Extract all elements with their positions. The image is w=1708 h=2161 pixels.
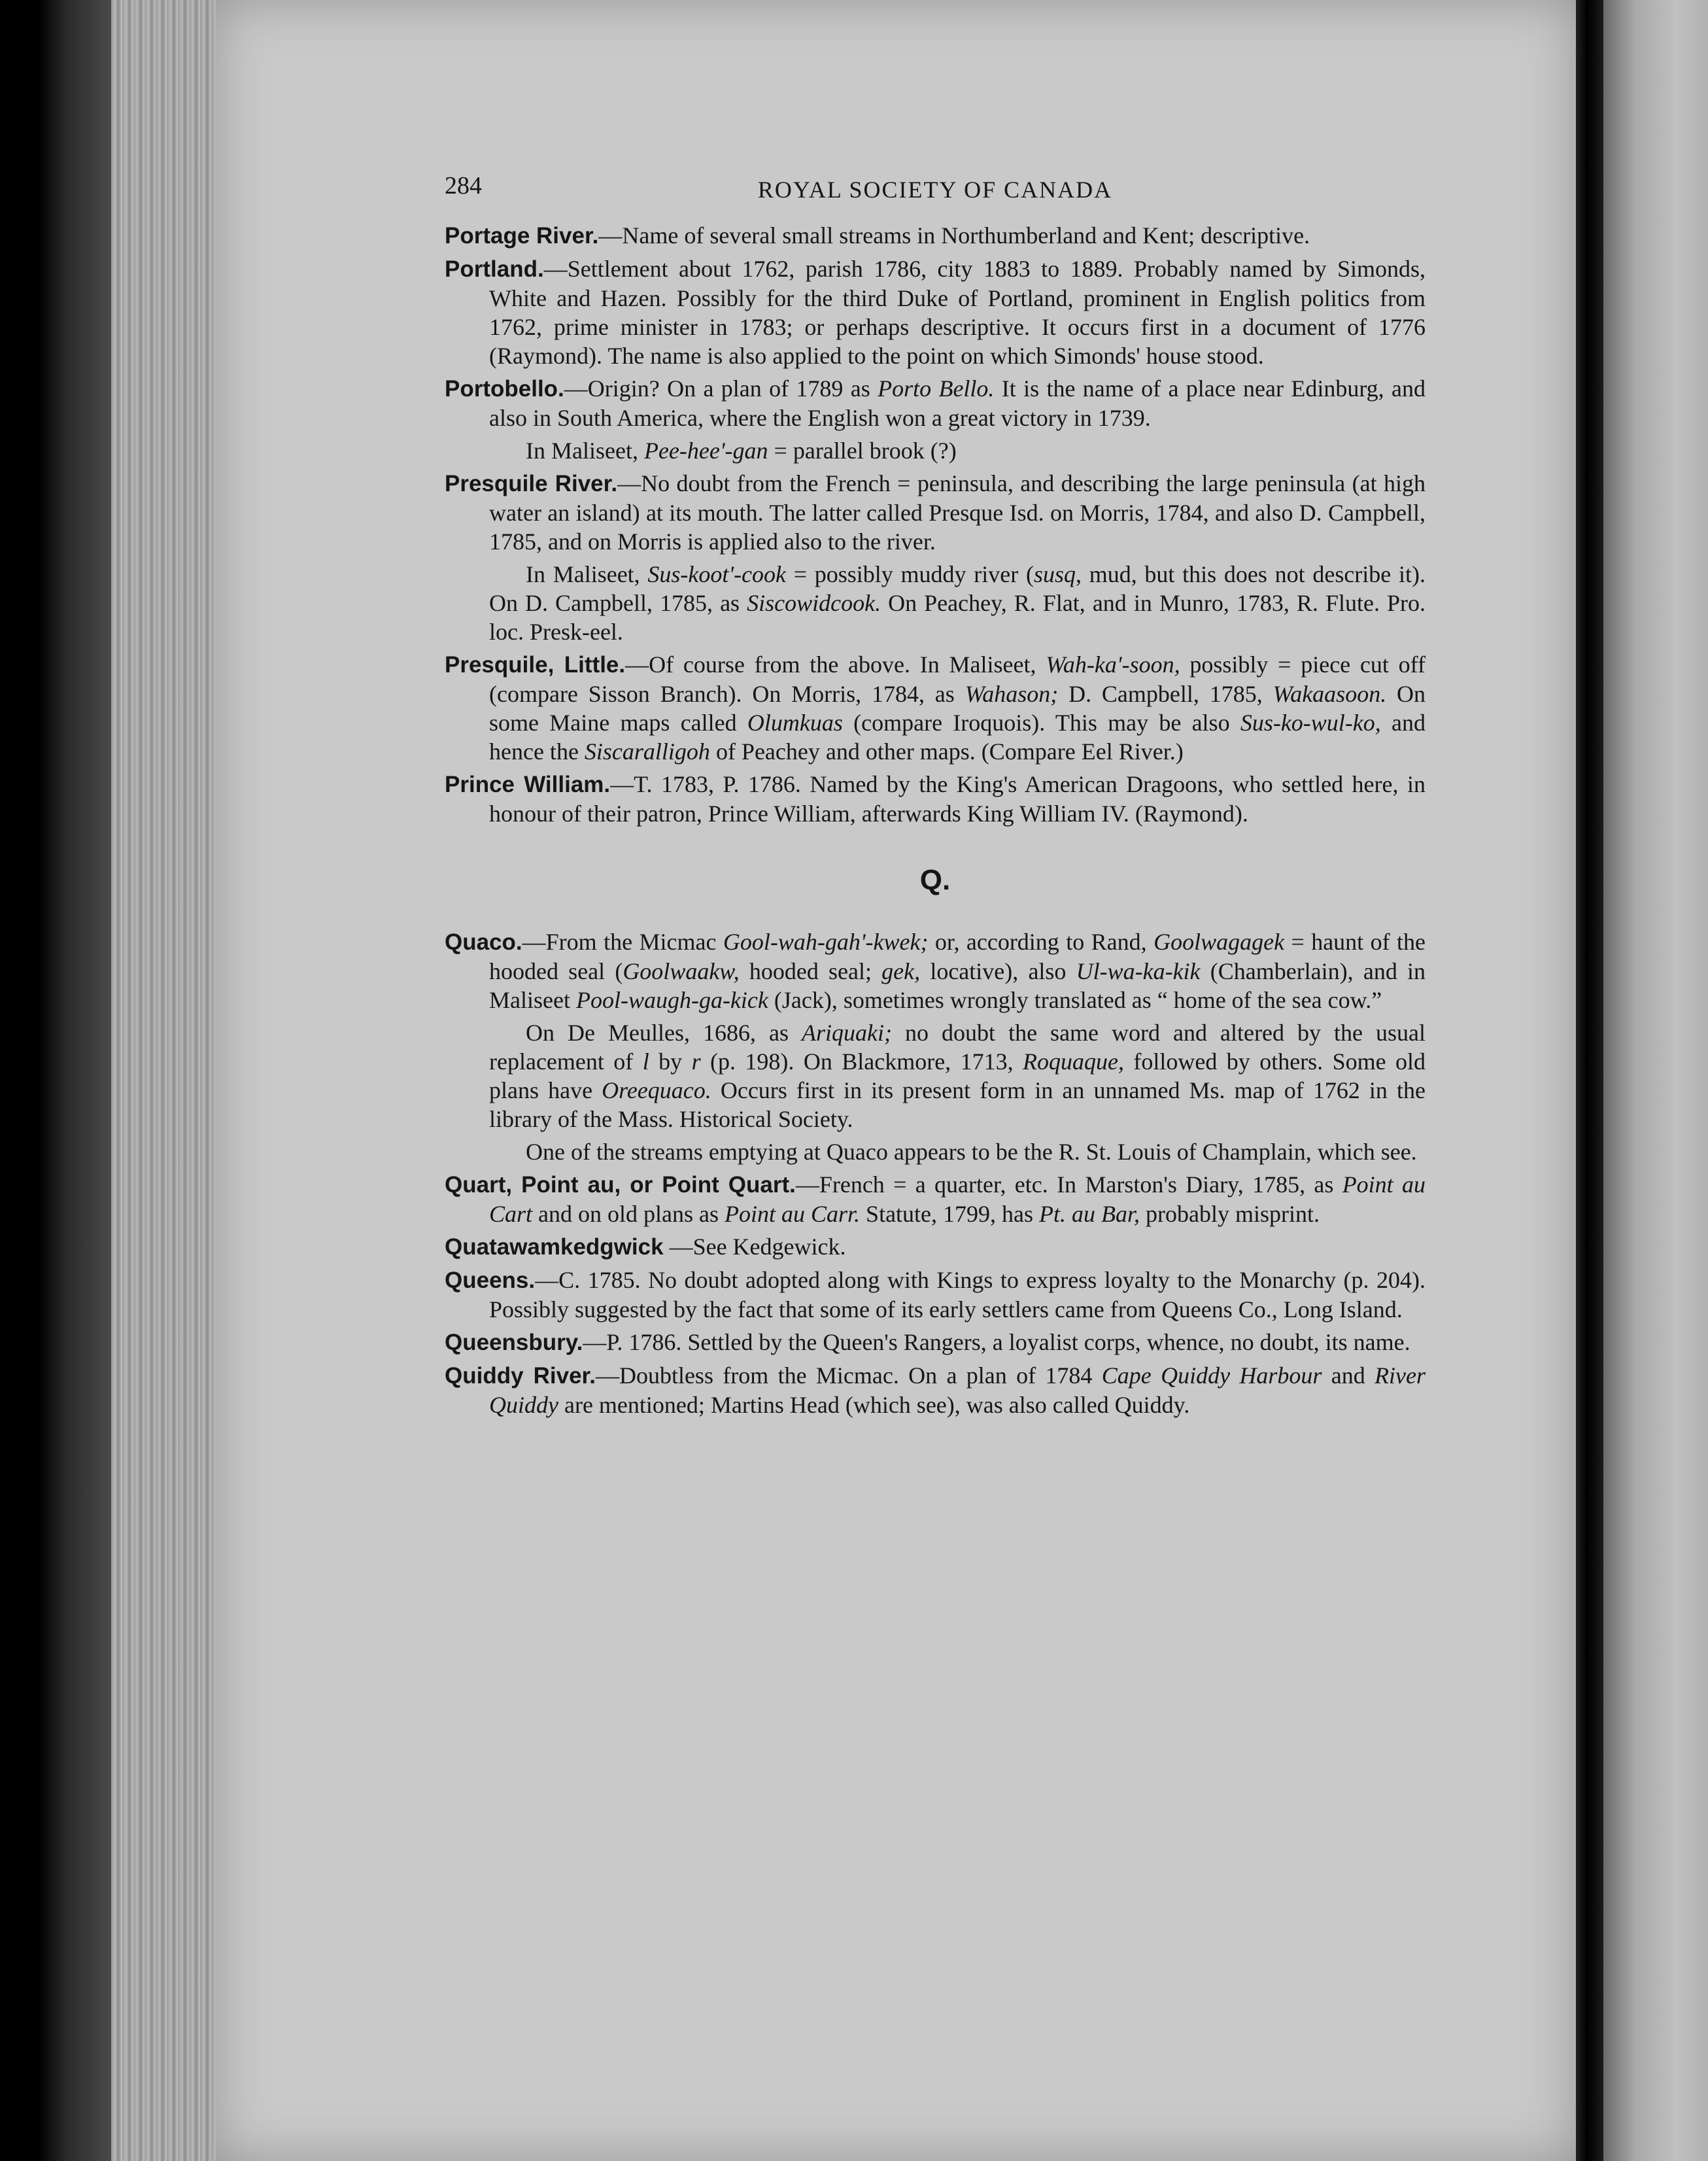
entry-text: hooded seal; bbox=[739, 958, 882, 984]
entry-headword: Presquile, Little. bbox=[445, 652, 626, 678]
entry-text: or, according to Rand, bbox=[928, 929, 1154, 955]
entry-point-quart bbox=[445, 1170, 1426, 1228]
note-text: One of the streams emptying at Quaco appears to be the R. St. Louis of Champlain, which see. bbox=[526, 1139, 1417, 1165]
entry-presquile-river bbox=[445, 469, 1426, 556]
entry-text: —See Kedgewick. bbox=[663, 1234, 846, 1260]
note-italic: susq bbox=[1033, 561, 1076, 587]
entry-italic: Cape Quiddy Harbour bbox=[1101, 1362, 1322, 1389]
note-text: (p. 198). On Blackmore, 1713, bbox=[700, 1048, 1023, 1075]
entry-italic: Wah-ka'-soon, bbox=[1046, 651, 1180, 678]
entry-text: —P. 1786. Settled by the Queen's Rangers, a loyalist corps, whence, no doubt, its name. bbox=[583, 1329, 1410, 1355]
entry-text: —C. 1785. No doubt adopted along with Kings to express loyalty to the Monarchy (p. 204). Possibly suggested by the fact that some of its early settlers came from Queens Co., Long Island. bbox=[489, 1267, 1426, 1323]
entry-headword: Quaco. bbox=[445, 929, 522, 955]
note-text: no doubt the same word and altered by the usual replacement of bbox=[489, 1020, 1426, 1075]
entry-queens bbox=[445, 1266, 1426, 1324]
entry-text: (compare Iroquois). This may be also bbox=[842, 710, 1240, 736]
entry-headword: Prince William. bbox=[445, 772, 611, 797]
note-italic: Ariquaki; bbox=[802, 1020, 893, 1046]
note-text: On De Meulles, 1686, as bbox=[526, 1020, 802, 1046]
entry-headword: Quatawamkedgwick bbox=[445, 1234, 664, 1260]
note-text: On Peachey, R. Flat, and in Munro, 1783, R. Flute. Pro. loc. Presk-eel. bbox=[489, 590, 1426, 645]
section-letter-heading: Q. bbox=[919, 864, 951, 896]
entry-text: —Origin? On a plan of 1789 as bbox=[564, 375, 878, 402]
note-italic: Pee-hee'-gan bbox=[643, 438, 768, 464]
entry-queensbury bbox=[445, 1328, 1426, 1357]
entry-headword: Portage River. bbox=[445, 223, 599, 249]
entry-portland bbox=[445, 254, 1426, 370]
note-text: = possibly muddy river ( bbox=[786, 561, 1034, 587]
page-number: 284 bbox=[445, 172, 482, 199]
facing-page-edge bbox=[1603, 0, 1708, 2161]
entry-italic: Wahason; bbox=[965, 681, 1059, 707]
entry-portobello bbox=[445, 374, 1426, 432]
note-text: = parallel brook (?) bbox=[768, 438, 957, 464]
entry-headword: Queensbury. bbox=[445, 1330, 583, 1355]
entry-italic: Ul-wa-ka-kik bbox=[1076, 958, 1201, 984]
note-text: In Maliseet, bbox=[526, 561, 648, 587]
entry-quatawamkedgwick bbox=[445, 1232, 1426, 1262]
entry-italic: Gool-wah-gah'-kwek; bbox=[723, 929, 929, 955]
entry-text: are mentioned; Martins Head (which see), was also called Quiddy. bbox=[558, 1392, 1190, 1418]
entry-text: —Settlement about 1762, parish 1786, city 1883 to 1889. Probably named by Simonds, White and Hazen. Possibly for the third Duke of Portland, prominent in English politics from 1762, prime minister in 1783; or perhaps descriptive. It occurs first in a document of 1776 (Raymond). The name is also applied to the point on which Simonds' house stood. bbox=[489, 256, 1426, 369]
entry-text: On some Maine maps called bbox=[489, 681, 1426, 736]
scan-border-left bbox=[0, 0, 111, 2161]
entry-headword: Queens. bbox=[445, 1268, 536, 1293]
entry-italic: Siscaralligoh bbox=[584, 738, 710, 765]
entry-text: D. Campbell, 1785, bbox=[1058, 681, 1273, 707]
entry-italic: Olumkuas bbox=[747, 710, 843, 736]
entry-italic: gek, bbox=[881, 958, 921, 984]
entry-text: —French = a quarter, etc. In Marston's Diary, 1785, as bbox=[795, 1171, 1342, 1198]
running-head bbox=[445, 171, 1426, 221]
entry-text: Statute, 1799, has bbox=[860, 1201, 1040, 1227]
note-text: followed by others. Some old plans have bbox=[489, 1048, 1426, 1103]
entry-presquile-little bbox=[445, 650, 1426, 766]
entry-text: It is the name of a place near Edinburg, and also in South America, where the English won a great victory in 1739. bbox=[489, 375, 1426, 431]
entry-text: and hence the bbox=[489, 710, 1426, 765]
note-italic: Oreequaco. bbox=[602, 1077, 711, 1103]
entry-headword: Quiddy River. bbox=[445, 1363, 596, 1389]
entry-text: locative), also bbox=[920, 958, 1076, 984]
note-text: Occurs first in its present form in an unnamed Ms. map of 1762 in the library of the Mass. Historical Society. bbox=[489, 1077, 1426, 1132]
entry-headword: Quart, Point au, or Point Quart. bbox=[445, 1172, 796, 1198]
page-header-title: ROYAL SOCIETY OF CANADA bbox=[757, 177, 1113, 203]
note-italic: Roquaque, bbox=[1023, 1048, 1124, 1075]
entry-text: and on old plans as bbox=[532, 1201, 725, 1227]
note-italic: Siscowidcook. bbox=[747, 590, 881, 616]
entry-text: —No doubt from the French = peninsula, and describing the large peninsula (at high water an island) at its mouth. The latter called Presque Isd. on Morris, 1784, and also D. Campbell, 1785, and on Morris is applied also to the river. bbox=[489, 470, 1426, 555]
note-text: by bbox=[649, 1048, 692, 1075]
entry-italic: Goolwaakw, bbox=[623, 958, 740, 984]
note-italic: Sus-koot'-cook bbox=[647, 561, 787, 587]
entry-text: —Doubtless from the Micmac. On a plan of 1784 bbox=[595, 1362, 1102, 1389]
entry-note bbox=[445, 1137, 1426, 1166]
note-text: In Maliseet, bbox=[526, 438, 644, 464]
entry-headword: Presquile River. bbox=[445, 471, 618, 496]
entry-text: probably misprint. bbox=[1140, 1201, 1320, 1227]
page-text bbox=[445, 171, 1426, 1423]
entry-text: = haunt of the hooded seal ( bbox=[489, 929, 1426, 984]
entry-italic: Goolwagagek bbox=[1153, 929, 1285, 955]
entry-italic: Pool-waugh-ga-kick bbox=[575, 987, 768, 1013]
entry-text: —Name of several small streams in Northumberland and Kent; descriptive. bbox=[598, 222, 1310, 249]
entry-italic: Porto Bello. bbox=[878, 375, 995, 402]
entry-italic: Pt. au Bar, bbox=[1039, 1201, 1140, 1227]
entry-quiddy-river bbox=[445, 1361, 1426, 1419]
entry-note bbox=[445, 1018, 1426, 1133]
entry-note bbox=[445, 560, 1426, 646]
entry-headword: Portland. bbox=[445, 256, 544, 282]
entry-text: (Chamberlain), and in Maliseet bbox=[489, 958, 1426, 1013]
entry-text: possibly = piece cut off (compare Sisson Branch). On Morris, 1784, as bbox=[489, 651, 1426, 707]
entry-text: —Of course from the above. In Maliseet, bbox=[625, 651, 1046, 678]
entry-italic: River Quiddy bbox=[489, 1362, 1426, 1418]
entry-italic: Point au Cart bbox=[489, 1171, 1426, 1227]
entry-text: —From the Micmac bbox=[522, 929, 723, 955]
entry-italic: Wakaasoon. bbox=[1272, 681, 1387, 707]
note-italic: l bbox=[642, 1048, 649, 1075]
entry-quaco bbox=[445, 927, 1426, 1014]
entry-note bbox=[445, 436, 1426, 465]
entry-headword: Portobello. bbox=[445, 376, 564, 402]
entry-text: —T. 1783, P. 1786. Named by the King's American Dragoons, who settled here, in honour of their patron, Prince William, afterwards King William IV. (Raymond). bbox=[489, 771, 1426, 827]
entry-text: of Peachey and other maps. (Compare Eel River.) bbox=[709, 738, 1184, 765]
entry-italic: Sus-ko-wul-ko, bbox=[1240, 710, 1381, 736]
entry-portage-river bbox=[445, 221, 1426, 251]
note-italic: r bbox=[691, 1048, 701, 1075]
note-text: , mud, but this does not describe it). On D. Campbell, 1785, as bbox=[489, 561, 1426, 616]
entry-text: and bbox=[1322, 1362, 1375, 1389]
entry-italic: Point au Carr. bbox=[725, 1201, 861, 1227]
book-gutter bbox=[1576, 0, 1603, 2161]
entry-text: (Jack), sometimes wrongly translated as “ home of the sea cow.” bbox=[768, 987, 1382, 1013]
entry-prince-william bbox=[445, 770, 1426, 828]
